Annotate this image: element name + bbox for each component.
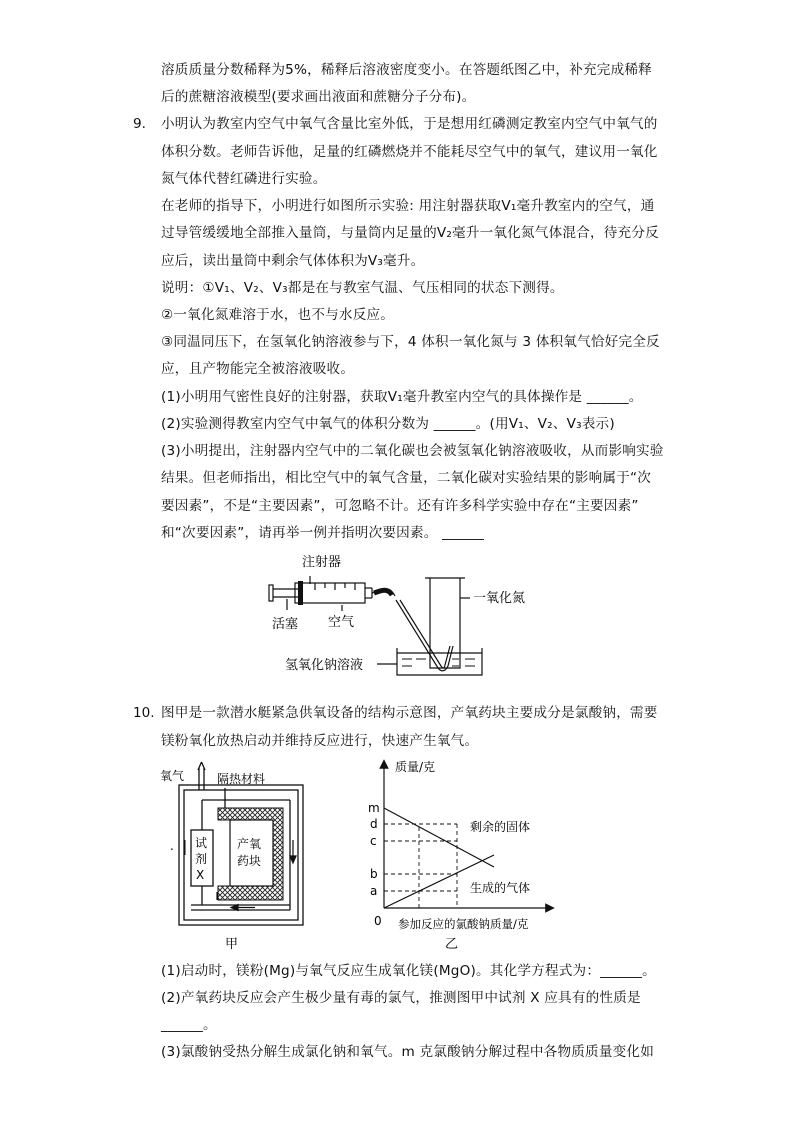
text-line: 说明：①V₁、V₂、V₃都是在与教室气温、气压相同的状态下测得。	[161, 280, 564, 296]
text-line: (2)产氧药块反应会产生极少量有毒的氯气，推测图甲中试剂 X 应具有的性质是	[161, 990, 641, 1006]
text-line: (2)实验测得教室内空气中氧气的体积分数为 ______。(用V₁、V₂、V₃表示)	[161, 416, 615, 432]
series-remaining-solid-line	[384, 808, 494, 867]
text-line: (1)小明用气密性良好的注射器，获取V₁毫升教室内空气的具体操作是 ______。	[161, 389, 643, 405]
text-line: 应后，读出量筒中剩余气体体积为V₃毫升。	[161, 253, 425, 269]
x-axis-label: 参加反应的氯酸钠质量/克	[398, 917, 529, 931]
svg-text:.: .	[170, 839, 174, 853]
question-number: 10.	[133, 705, 155, 721]
syringe-piston	[298, 581, 303, 605]
text-line: 小明认为教室内空气中氧气含量比室外低，于是想用红磷测定教室内空气中氧气的	[161, 116, 658, 132]
label-naoh-solution: 氢氧化钠溶液	[285, 658, 364, 673]
y-axis-label: 质量/克	[395, 760, 436, 774]
text-line: ②一氧化氮难溶于水，也不与水反应。	[161, 307, 395, 323]
text-line: 图甲是一款潜水艇紧急供氧设备的结构示意图，产氧药块主要成分是氯酸钠，需要	[161, 705, 658, 721]
tick-a: a	[370, 884, 378, 898]
syringe-apparatus-figure	[260, 548, 560, 688]
label-reagent-1: 试	[195, 836, 208, 850]
label-reagent-2: 剂	[195, 852, 208, 866]
text-line: 后的蔗糖溶液模型(要求画出液面和蔗糖分子分布)。	[161, 89, 476, 105]
text-line: (1)启动时，镁粉(Mg)与氧气反应生成氧化镁(MgO)。其化学方程式为：______。	[161, 963, 656, 979]
oxygen-block	[230, 820, 273, 886]
mass-change-graph	[360, 758, 560, 958]
caption-jia: 甲	[225, 937, 239, 952]
text-line: (3)氯酸钠受热分解生成氯化钠和氧气。m 克氯酸钠分解过程中各物质质量变化如	[161, 1044, 655, 1060]
text-line: 溶质质量分数稀释为5%，稀释后溶液密度变小。在答题纸图乙中，补充完成稀释	[161, 62, 652, 78]
text-line: (3)小明提出，注射器内空气中的二氧化碳也会被氢氧化钠溶液吸收，从而影响实验	[161, 443, 664, 459]
series-label-generated-gas: 生成的气体	[470, 881, 531, 895]
text-line: 镁粉氧化放热启动并维持反应进行，快速产生氧气。	[161, 733, 479, 749]
tick-d: d	[370, 817, 378, 831]
origin-label: 0	[374, 914, 382, 928]
tick-b: b	[370, 867, 378, 881]
caption-yi: 乙	[445, 937, 459, 952]
label-nitric-oxide: 一氧化氮	[473, 591, 526, 606]
label-reagent-3: X	[196, 868, 205, 882]
label-syringe: 注射器	[302, 555, 342, 570]
text-line: 过导管缓缓地全部推入量筒，与量筒内足量的V₂毫升一氧化氮气体混合，待充分反	[161, 225, 659, 241]
label-air: 空气	[328, 615, 355, 630]
text-line: ③同温同压下，在氢氧化钠溶液参与下，4 体积一氧化氮与 3 体积氧气恰好完全反	[161, 334, 660, 350]
label-oxygen: 氧气	[160, 769, 185, 783]
label-block-2: 药块	[237, 854, 262, 868]
tick-m: m	[368, 801, 380, 815]
question-number: 9.	[133, 116, 146, 132]
text-line: 应，且产物能完全被溶液吸收。	[161, 361, 355, 377]
label-piston: 活塞	[272, 617, 299, 632]
text-line: ______。	[161, 1017, 217, 1033]
label-insulation: 隔热材料	[217, 772, 266, 786]
series-label-remaining-solid: 剩余的固体	[470, 820, 531, 834]
text-line: 要因素”，不是“主要因素”，可忽略不计。还有许多科学实验中存在“主要因素”	[161, 498, 639, 514]
text-line: 和“次要因素”，请再举一例并指明次要因素。 ______	[161, 525, 485, 541]
text-line: 在老师的指导下，小明进行如图所示实验: 用注射器获取V₁毫升教室内的空气，通	[161, 198, 655, 214]
label-block-1: 产氧	[237, 837, 262, 851]
oxygen-device-figure	[155, 760, 315, 960]
tick-c: c	[370, 834, 377, 848]
text-line: 氮气体代替红磷进行实验。	[161, 171, 327, 187]
text-line: 结果。但老师指出，相比空气中的氧气含量，二氧化碳对实验结果的影响属于“次	[161, 470, 652, 486]
text-line: 体积分数。老师告诉他，足量的红磷燃烧并不能耗尽空气中的氧气，建议用一氧化	[161, 144, 658, 160]
